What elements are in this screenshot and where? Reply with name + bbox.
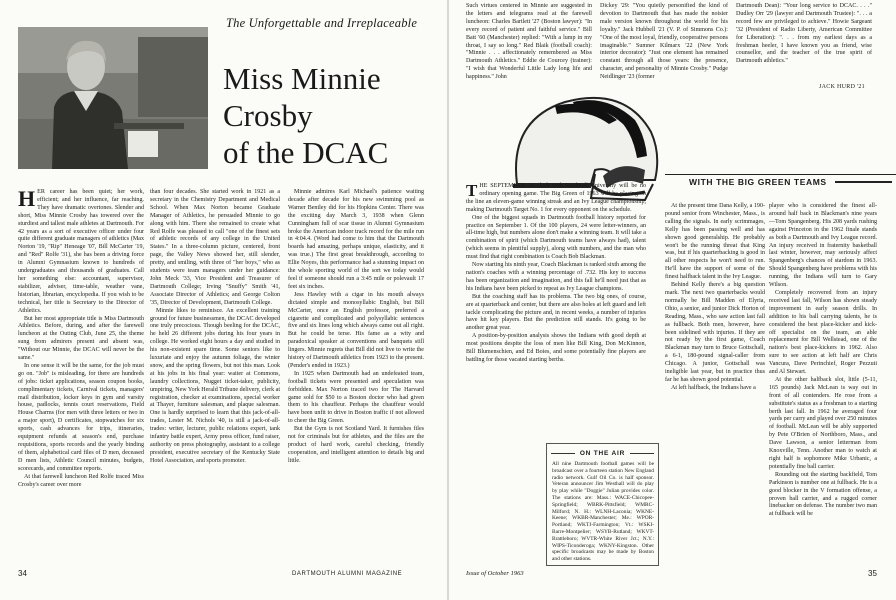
paragraph: THE SEPTEMBER 28 clash with Bucknell University will be no ordinary opening game. The Big Green of 1963 will be placing on the line an eleven-game winning streak and an Ivy League championship, making Dartmouth Target No. 1 for every opponent on the schedule. [466, 181, 646, 213]
paragraph: player who is considered the finest all-around half back in Blackman's nine years—Tom Spangenberg. His 208 yards rushing against Princeton in the 1962 finale stands as both a Dartmouth and Ivy League record. An injury received in fraternity basketball last winter, however, may seriously affect Spangenberg's chances of stardom in 1963. Should Spangenberg have problems with his running, the Indians will turn to Gary Wilson. [769, 203, 877, 289]
paragraph: In one sense it will be the same, for the job must go on. "Job" is misleading, for there are hundreds of jobs: ticket applications, season coupon books, complimentary tickets, Carnival tickets, managers' mail distribution, locker keys in gym and varsity house, padlocks, tennis court reservations, Field House Charms (for men with three letters or two in a major sport), D certificates, stopwatches for six sports, cash advances for trips, itineraries, equipment refunds at season's end, purchase requisitions, sports records and the yearly binding of them, alphabetical card files of D men, deceased D men lists, Athletic Council minutes, budgets, scorecards, and committee reports. [18, 362, 144, 472]
paragraph: In 1925 when Dartmouth had an undefeated team, football tickets were presented and speculation was forbidden. Max Norton traced two for The Harvard game sold for $50 to a Boston doctor who had given them to his chauffeur. Perhaps the chauffeur would have been unfit to drive in Boston traffic if not allowed to cheer the Big Green. [288, 370, 424, 425]
paragraph: Dickey '29: "You quietly personified the kind of devotion to Dartmouth that has made the noisier male version known throughout the world for his loyalty." Jack Hubbell '21 (V. P. of Simmons Co.): "One of the most loyal, friendly, cooperative persons imaginable." Sumner Kilmarx '22 (New York interior decorator): "Just one element has remained constant through all those years: the presence, character, and personality of Minnie Crosby." Pudge Neidlinger '23 (former [600, 3, 728, 81]
article-column-3 [288, 189, 424, 565]
football-column-3 [769, 203, 877, 565]
title-line-2: of the DCAC [223, 135, 389, 170]
page-number-right: 35 [868, 569, 877, 578]
article-column-2 [150, 189, 280, 565]
title-line-1: Miss Minnie Crosby [223, 61, 381, 133]
paragraph: Completely recovered from an injury received last fall, Wilson has shown steady improvement in early season drills. In addition to his ball carrying talents, he is considered the best place-kicker and kick-off specialist on the team, an able replacement for Bill Wellstead, one of the nation's best place-kickers in 1962. Also sure to see action at left half are Chris Vancura, Dave Perinchief, Roger Pezzuti and Al Stewart. [769, 289, 877, 376]
paragraph: But the Gym is not Scotland Yard. It furnishes files not for criminals but for athletes, and the files are the product of hard work, careful checking, friendly cooperation, and intelligent attention to details big and little. [288, 426, 424, 464]
issue-date: Issue of October 1963 [466, 570, 524, 577]
paragraph: But her most appropriate title is Miss Dartmouth Athletics. Before, during, and after the farewell luncheon at the Outing Club, June 25, the theme sung from admirers present and absent was, "Without our Minnie, the DCAC will never be the same." [18, 315, 144, 362]
on-the-air-heading: ON THE AIR [547, 450, 658, 457]
letters-column-1 [466, 3, 592, 79]
paragraph: At the present time Dana Kelly, a 190-pound senior from Winchester, Mass., is calling the signals. In early scrimmages, Kelly has been passing well and has shown good generalship. He probably won't be the running threat that King was, but if his quarterbacking is good in all other respects he won't need to run. He'll have the support of some of the finest halfback talent in the Ivy League. [665, 203, 765, 281]
paragraph: Dartmouth Dean): "Your long service to DCAC. . . ." Dudley Orr '29 (lawyer and Dartmouth Trustee): ". . . a record few are privileged to achieve." Howie Sargeant '32 (President of Radio Liberty, American Committee for Liberation): ". . . from my earliest days as a freshman heeler, I have known you as friend, wise counsellor, and the teacher of the true spirit of Dartmouth athletics." [736, 3, 872, 65]
portrait-photo [18, 27, 208, 169]
drop-cap: H [18, 186, 36, 211]
paragraph: One of the biggest squads in Dartmouth football history reported for practice on September 1. Of the 100 players, 24 were letter-winners, an all-time high, but numbers alone don't make a winning team. It will take a combination of spirit (which Dartmouth teams have always had), talent (which seems in plentiful supply), along with numbers, and the man who must find that right combination is Coach Bob Blackman. [466, 214, 646, 261]
paragraph: Rounding out the starting backfield, Tom Parkinson is number one at fullback. He is a good blocker in the V formation offense, a proven ball carrier, and a rugged corner linebacker on defense. The number two man at fullback will be [769, 471, 877, 518]
drop-cap: T [466, 181, 478, 200]
on-the-air-box [546, 443, 659, 566]
article-column-1 [18, 186, 144, 565]
paragraph: Minnie likes to reminisce. An excellent training ground for future businessmen, the DCAC developed one truly precocious. Though beeling for the DCAC, he held 26 different jobs during his four years in college. He worked eight hours a day and studied in his non-existent spare time. Some seniors like to luxuriate and enjoy the autumn foliage, the winter snow, and the spring flowers, but not this man. Look at his jobs in his final year: waiter at Commons, laundry collections, Nugget ticket-taker, publicity, umpiring, New York Herald Tribune delivery, clerk at registration, checker at examinations, special worker at Thayer, furniture salesman, and plaque salesman. One is hardly surprised to learn that this jack-of-all-trades, Lester M. Nichols '40, is still a jack-of-all-trades: writer, lecturer, public relations expert, tank infantry battle expert, Army press officer, fund raiser, authority on press photography, assistant to a college president, executive secretary of the Kentucky State Hotel Association, and sports promoter. [150, 307, 280, 464]
section-banner-title: WITH THE BIG GREEN TEAMS [689, 177, 827, 187]
paragraph: At the other halfback slot, little (5-11, 165 pounds) Jack McLean is way out in front of all contenders. He rose from a substitute's status as a freshman to a starting berth last fall. In 1962 he averaged four yards per carry and played over 250 minutes of football. McLean will be ably supported by Pete O'Brien of Northboro, Mass., and Dave Lawson, a senior letterman from Knoxville, Tenn. Another man to watch at right half is sophomore Mike Urbanic, a potentially fine ball carrier. [769, 376, 877, 470]
paragraph: Minnie admires Karl Michael's patience waiting decade after decade for his new swimming pool as Warner Bentley did for his Hopkins Center. There was the exciting day March 3, 1938 when Glenn Cunningham full of scar tissue in Alumni Gymnasium broke the American indoor track record for the mile run in 4:04.4. (Word had come to him that the Dartmouth boards had amazing, perhaps unique, elasticity, and it was true.) The first great breakthrough, according to Ellie Noyes, this performance had a stunning impact on the whole sporting world of the sort we today would feel if someone should run a 3:45 mile or polevault 17 feet six inches. [288, 189, 424, 290]
paragraph: A position-by-position analysis shows the Indians with good depth at most positions despite the loss of men like Bill King, Don McKinnon, Bill Blumenschien, and Ed Boies, and some potentially fine players are battling for those vacated starting berths. [466, 333, 646, 363]
left-page [0, 0, 447, 600]
paragraph: At that farewell luncheon Red Rolfe traced Miss Crosby's career over more [18, 473, 144, 488]
page-number-left: 34 [18, 569, 27, 578]
section-banner [665, 174, 896, 189]
banner-rule [835, 181, 892, 184]
on-the-air-body: All nine Dartmouth football games will be broadcast over a fourteen station New England radio network. Gulf Oil Co. is half sponsor. Veteran announcer Jim Westhall will do play by play while "Doggie" Julian provides color. The stations are: Mass.: WACE-Chicopee-Springfield; WBRK-Pittsfield; WMRC-Milford; N. H.: WLNH-Laconia; WKNE-Keene; WKBR-Manchester; Me.: WPOR-Portland; WKTJ-Farmington; Vt.: WSKI-Barre-Montpelier; WSYB-Rutland; WKVT-Brattleboro; WVTR-White River Jct.; N.Y.: WIPS-Ticonderoga; WKNY-Kingston. Other specific broadcasts may be made by Boston and other stations. [552, 461, 654, 563]
paragraph: But the coaching staff has its problems. The two big ones, of course, are at quarterback and center, but there are also holes at left guard and left tackle complicating the picture and, in recent weeks, a number of injuries have hit key players. But the prediction still stands. It's going to be another great year. [466, 293, 646, 332]
football-column-1 [466, 183, 646, 437]
paragraph: Behind Kelly there's a big question mark. The next two quarterbacks would normally be Bill Madden of Elyria, Ohio, a senior, and junior Dick Horton of Reading, Mass., who saw action last fall as fullback. Both men, however, have been sidelined with injuries. If they are not ready by the first game, Coach Blackman may turn to Bruce Gottschall, a 6-1, 180-pound signal-caller from Chicago. A junior, Gottschall was ineligible last year, but in practice thus far he has shown good potential. [665, 282, 766, 383]
magazine-name: DARTMOUTH ALUMNI MAGAZINE [292, 571, 403, 577]
paragraph: Now starting his ninth year, Coach Blackman is ranked sixth among the nation's coaches with a winning percentage of .732. His key to success has been organization and imagination, and this fall he'll need just that as his Indians have been picked to repeat as Ivy League champions. [466, 262, 646, 292]
letters-column-3 [736, 3, 872, 65]
article-kicker: The Unforgettable and Irreplaceable [226, 16, 418, 30]
paragraph: than four decades. She started work in 1921 as a secretary in the Chemistry Department and Medical School. When Max Norton became Graduate Manager of Athletics, he persuaded Minnie to go along with him. There she remained to create what Red Rolfe was pleased to call "one of the finest sets of athletic records of any college in the United States." In a three-column picture, centered, front page, the Valley News showed her, still slender, pretty, and smiling, with three of "her boys," who as students were team managers under her guidance: John Meck '33, Vice President and Treasurer of Dartmouth College; Irving "Snuffy" Smith '41, Associate Director of Athletics; and George Colton '35, Director of Development, Dartmouth College. [150, 189, 280, 306]
paragraph: At left halfback, the Indians have a [671, 384, 756, 391]
author-signature: JACK HURD '21 [819, 84, 865, 90]
paragraph: Such virtues centered in Minnie are suggested in the letters and telegrams read at the farewell luncheon: Charles Bartlett '27 (Boston lawyer): "In every record of patient and faithful service." Bill Batt '60 (Manchester) replied: "With a lump in my throat, I say so long." Red Blaik (football coach): "Minnie . . . affectionately remembered as Miss Dartmouth Athletics." Eddie de Courcey (trainer): "I wish that Wonderful Little Lady long life and happiness." John [466, 3, 592, 81]
paragraph: HER career has been quiet; her work, efficient; and her influence, far reaching. They have dramatic overtones. Slender and short, Miss Minnie Crosby has towered over the sturdiest and tallest male athletes at Dartmouth. For 42 years as a sort of executive officer under four quite different graduate managers of athletics (Max Norton '19, "Rip" Heneage '07, Bill McCarter '19, and "Red" Rolfe '31), she has been a driving force in Alumni Gymnasium known to hundreds of undergraduates and thousands of graduates. Call her something else: accountant, supervisor, stabilizer, adviser, time-table, weather vane, historian, librarian, encyclopedia. If you wish to be technical, her title is Secretary to the Director of Athletics. [18, 186, 144, 314]
paragraph: Jess Hawley with a cigar in his mouth always dictated simple and monosyllabic English, but Bill McCarter, once an English professor, preferred a cigarette and complicated and polysyllabic sentences five and six lines long which always came out all right. But he could be terse. His fame as a wity and paradoxical speaker at conventions and banquets still lingers. Minnie regrets that Bill did not live to write the history of Dartmouth athletics from 1923 to the present. (Pender's ended in 1923.) [288, 291, 424, 369]
football-column-2 [665, 203, 765, 565]
article-title [223, 60, 447, 171]
right-page [449, 0, 896, 600]
letters-column-2 [600, 3, 728, 79]
